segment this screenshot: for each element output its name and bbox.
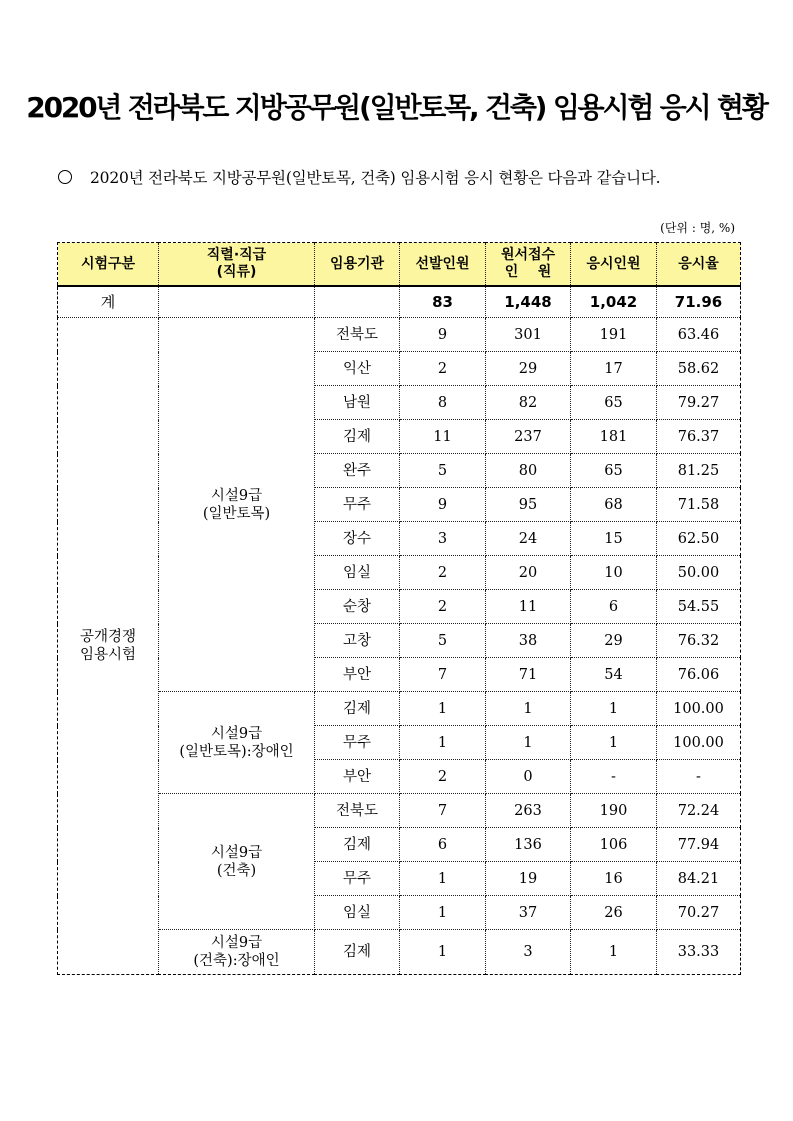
applied-cell: 71 xyxy=(486,658,571,692)
selected-cell: 9 xyxy=(400,318,486,352)
bullet-circle-icon xyxy=(58,170,72,184)
selected-cell: 2 xyxy=(400,760,486,794)
table-body xyxy=(58,318,741,975)
selected-cell: 3 xyxy=(400,522,486,556)
applied-cell: 11 xyxy=(486,590,571,624)
table-row xyxy=(58,692,741,726)
attended-cell: 65 xyxy=(571,386,657,420)
attended-cell: 10 xyxy=(571,556,657,590)
rate-cell: 70.27 xyxy=(657,896,741,930)
attended-cell: 26 xyxy=(571,896,657,930)
applied-cell: 29 xyxy=(486,352,571,386)
series-group-cell xyxy=(159,692,315,794)
selected-cell: 7 xyxy=(400,658,486,692)
rate-cell: 81.25 xyxy=(657,454,741,488)
agency-cell: 전북도 xyxy=(315,318,400,352)
series-group-line1: 시설9급 xyxy=(210,935,263,951)
header-category: 시험구분 xyxy=(58,243,159,287)
selected-cell: 5 xyxy=(400,624,486,658)
applied-cell: 19 xyxy=(486,862,571,896)
header-series xyxy=(159,243,315,287)
table-row xyxy=(58,794,741,828)
attended-cell: 106 xyxy=(571,828,657,862)
agency-cell: 부안 xyxy=(315,658,400,692)
rate-cell: 76.06 xyxy=(657,658,741,692)
selected-cell: 7 xyxy=(400,794,486,828)
header-selected: 선발인원 xyxy=(400,243,486,287)
agency-cell: 김제 xyxy=(315,930,400,975)
attended-cell: - xyxy=(571,760,657,794)
selected-cell: 11 xyxy=(400,420,486,454)
agency-cell: 임실 xyxy=(315,896,400,930)
rate-cell: 100.00 xyxy=(657,692,741,726)
agency-cell: 완주 xyxy=(315,454,400,488)
table-row xyxy=(58,318,741,352)
applied-cell: 80 xyxy=(486,454,571,488)
intro-paragraph xyxy=(58,166,758,190)
rate-cell: 72.24 xyxy=(657,794,741,828)
rate-cell: 62.50 xyxy=(657,522,741,556)
series-group-line2: (건축) xyxy=(216,862,257,879)
total-label: 계 xyxy=(58,286,159,318)
unit-note: (단위 : 명, %) xyxy=(660,221,735,235)
total-row xyxy=(58,286,741,318)
series-group-line1: 시설9급 xyxy=(210,844,263,861)
agency-cell: 익산 xyxy=(315,352,400,386)
rate-cell: 63.46 xyxy=(657,318,741,352)
applied-cell: 301 xyxy=(486,318,571,352)
total-applied: 1,448 xyxy=(486,286,571,318)
agency-cell: 남원 xyxy=(315,386,400,420)
rate-cell: 71.58 xyxy=(657,488,741,522)
header-series-line2: (직류) xyxy=(216,264,257,280)
header-series-line1: 직렬·직급 xyxy=(206,247,267,263)
series-group-line2: (건축):장애인 xyxy=(193,953,280,969)
attended-cell: 54 xyxy=(571,658,657,692)
category-line2: 임용시험 xyxy=(79,647,137,663)
applied-cell: 95 xyxy=(486,488,571,522)
agency-cell: 순창 xyxy=(315,590,400,624)
header-applied xyxy=(486,243,571,287)
selected-cell: 5 xyxy=(400,454,486,488)
attended-cell: 68 xyxy=(571,488,657,522)
selected-cell: 2 xyxy=(400,556,486,590)
agency-cell: 고창 xyxy=(315,624,400,658)
header-agency: 임용기관 xyxy=(315,243,400,287)
applied-cell: 1 xyxy=(486,692,571,726)
rate-cell: 76.37 xyxy=(657,420,741,454)
attended-cell: 15 xyxy=(571,522,657,556)
attended-cell: 190 xyxy=(571,794,657,828)
agency-cell: 전북도 xyxy=(315,794,400,828)
applied-cell: 24 xyxy=(486,522,571,556)
exam-status-table xyxy=(57,242,741,975)
series-group-cell xyxy=(159,794,315,930)
applied-cell: 3 xyxy=(486,930,571,975)
selected-cell: 1 xyxy=(400,726,486,760)
series-group-line1: 시설9급 xyxy=(210,725,263,742)
applied-cell: 263 xyxy=(486,794,571,828)
applied-cell: 237 xyxy=(486,420,571,454)
applied-cell: 1 xyxy=(486,726,571,760)
header-rate: 응시율 xyxy=(657,243,741,287)
selected-cell: 8 xyxy=(400,386,486,420)
rate-cell: 58.62 xyxy=(657,352,741,386)
rate-cell: 54.55 xyxy=(657,590,741,624)
category-line1: 공개경쟁 xyxy=(79,629,137,645)
table-header-row xyxy=(58,243,741,287)
agency-cell: 김제 xyxy=(315,828,400,862)
attended-cell: 17 xyxy=(571,352,657,386)
selected-cell: 1 xyxy=(400,692,486,726)
header-applied-line2: 인 원 xyxy=(504,264,552,280)
applied-cell: 38 xyxy=(486,624,571,658)
table-row xyxy=(58,930,741,975)
category-cell xyxy=(58,318,159,975)
header-applied-line1: 원서접수 xyxy=(500,247,556,263)
selected-cell: 1 xyxy=(400,930,486,975)
attended-cell: 181 xyxy=(571,420,657,454)
total-series-empty xyxy=(159,286,315,318)
total-agency-empty xyxy=(315,286,400,318)
selected-cell: 6 xyxy=(400,828,486,862)
rate-cell: 84.21 xyxy=(657,862,741,896)
intro-text: 2020년 전라북도 지방공무원(일반토목, 건축) 임용시험 응시 현황은 다음과 같습니다. xyxy=(90,169,661,187)
header-attended: 응시인원 xyxy=(571,243,657,287)
agency-cell: 김제 xyxy=(315,692,400,726)
total-rate: 71.96 xyxy=(657,286,741,318)
selected-cell: 1 xyxy=(400,862,486,896)
agency-cell: 무주 xyxy=(315,726,400,760)
attended-cell: 65 xyxy=(571,454,657,488)
agency-cell: 무주 xyxy=(315,488,400,522)
series-group-line2: (일반토목) xyxy=(202,505,271,522)
series-group-cell xyxy=(159,318,315,692)
agency-cell: 장수 xyxy=(315,522,400,556)
applied-cell: 136 xyxy=(486,828,571,862)
page-title: 2020년 전라북도 지방공무원(일반토목, 건축) 임용시험 응시 현황 xyxy=(26,91,767,124)
applied-cell: 0 xyxy=(486,760,571,794)
applied-cell: 37 xyxy=(486,896,571,930)
series-group-line1: 시설9급 xyxy=(210,487,263,504)
total-attended: 1,042 xyxy=(571,286,657,318)
attended-cell: 1 xyxy=(571,930,657,975)
rate-cell: 77.94 xyxy=(657,828,741,862)
attended-cell: 1 xyxy=(571,692,657,726)
selected-cell: 1 xyxy=(400,896,486,930)
selected-cell: 2 xyxy=(400,590,486,624)
total-selected: 83 xyxy=(400,286,486,318)
agency-cell: 김제 xyxy=(315,420,400,454)
rate-cell: 76.32 xyxy=(657,624,741,658)
rate-cell: - xyxy=(657,760,741,794)
agency-cell: 부안 xyxy=(315,760,400,794)
attended-cell: 191 xyxy=(571,318,657,352)
agency-cell: 무주 xyxy=(315,862,400,896)
attended-cell: 6 xyxy=(571,590,657,624)
rate-cell: 100.00 xyxy=(657,726,741,760)
attended-cell: 1 xyxy=(571,726,657,760)
applied-cell: 82 xyxy=(486,386,571,420)
attended-cell: 29 xyxy=(571,624,657,658)
rate-cell: 33.33 xyxy=(657,930,741,975)
selected-cell: 2 xyxy=(400,352,486,386)
selected-cell: 9 xyxy=(400,488,486,522)
applied-cell: 20 xyxy=(486,556,571,590)
attended-cell: 16 xyxy=(571,862,657,896)
series-group-line2: (일반토목):장애인 xyxy=(179,743,294,760)
series-group-cell xyxy=(159,930,315,975)
rate-cell: 79.27 xyxy=(657,386,741,420)
rate-cell: 50.00 xyxy=(657,556,741,590)
agency-cell: 임실 xyxy=(315,556,400,590)
